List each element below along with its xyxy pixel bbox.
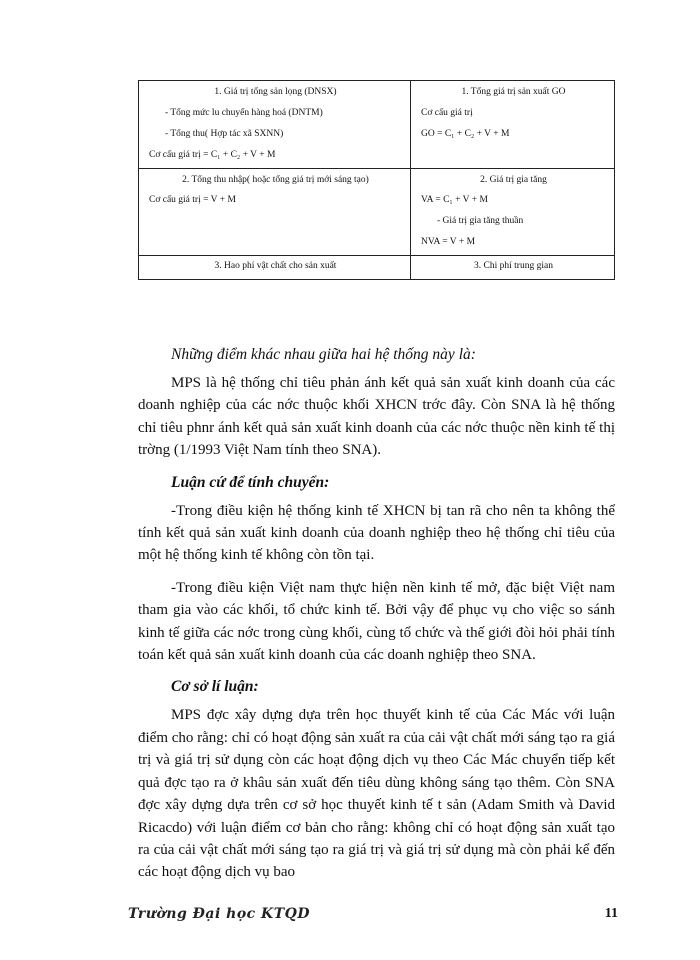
body-text — [138, 338, 615, 894]
paragraph: MPS là hệ thống chỉ tiêu phản ánh kết quả sản xuất kinh doanh của các doanh nghiệp của các nớc thuộc khối XHCN trớc đây. Còn SNA là hệ thống chỉ tiêu phnr ánh kết quả sản xuất kinh doanh của các nớc thuộc nền kinh tế thị trờng (1/1993 Việt Nam tính theo SNA). — [138, 375, 615, 459]
cell-subtitle: Cơ cấu giá trị — [421, 107, 473, 118]
university-logo: Trường Đại học KTQD — [128, 906, 310, 922]
table-cell-mps — [139, 81, 411, 169]
cell-formula: GO = C₁ + C₂ + V + M — [421, 128, 510, 139]
cell-title: 1. Tổng giá trị sản xuất GO — [461, 87, 566, 97]
paragraph: MPS đợc xây dựng dựa trên học thuyết kinh tế của Các Mác với luận điểm cho rằng: chỉ có hoạt động sản xuất ra của cải vật chất mới sáng tạo ra giá trị và giá trị sử dụng còn các hoạt động dịch vụ theo Các Mác chuyển tiếp kết quả đợc tạo ra ở khâu sản xuất đến tiêu dùng không sáng tạo thêm. Còn SNA đợc xây dựng dựa trên cơ sở học thuyết kinh tế t sản (Adam Smith và David Ricacdo) với luận điểm cơ bản cho rằng: không chỉ có hoạt động sản xuất tạo ra của cải vật chất mới sáng tạo ra giá trị và giá trị sử dụng mà còn phải kể đến các hoạt động dịch vụ bao — [138, 707, 615, 881]
cell-title: 2. Tổng thu nhập( hoặc tổng giá trị mới sáng tạo) — [182, 174, 369, 185]
cell-item: - Tổng thu( Hợp tác xã SXNN) — [165, 128, 284, 139]
table-cell-mps: 3. Hao phí vật chất cho sản xuất — [139, 256, 411, 280]
cell-item: - Tổng mức lu chuyển hàng hoá (DNTM) — [165, 107, 323, 118]
page-footer — [128, 906, 618, 930]
section-heading-differences: Những điểm khác nhau giữa hai hệ thống này là: — [171, 346, 476, 363]
table-row — [139, 81, 615, 169]
cell-formula: Cơ cấu giá trị = V + M — [149, 195, 236, 206]
cell-item: - Giá trị gia tăng thuần — [437, 216, 524, 227]
table-row — [139, 168, 615, 256]
paragraph: -Trong điều kiện hệ thống kinh tế XHCN bị tan rã cho nên ta không thể tính kết quả sản xuất kinh doanh của doanh nghiệp theo hệ thống chỉ tiêu của một hệ thống kinh tế không còn tồn tại. — [138, 502, 615, 564]
cell-title: 2. Giá trị gia tăng — [480, 174, 547, 185]
cell-formula: VA = C₁ + V + M — [421, 195, 488, 206]
table-cell-sna: 3. Chi phí trung gian — [411, 256, 615, 280]
page-number: 11 — [604, 906, 618, 921]
comparison-table — [138, 80, 615, 280]
section-heading-theory: Cơ sở lí luận: — [171, 678, 259, 696]
paragraph: -Trong điều kiện Việt nam thực hiện nền kinh tế mở, đặc biệt Việt nam tham gia vào các khối, tổ chức kinh tế. Bởi vậy để phục vụ cho việc so sánh kinh tế giữa các nớc trong cùng khối, cùng tổ chức và thế giới đòi hỏi phải tính toán kết quả sản xuất kinh doanh của các doanh nghiệp theo SNA. — [138, 579, 615, 664]
table-cell-sna — [411, 168, 615, 256]
table-row — [139, 256, 615, 280]
cell-formula: Cơ cấu giá trị = C₁ + C₂ + V + M — [149, 149, 276, 160]
table-cell-mps — [139, 168, 411, 256]
section-heading-rationale: Luận cứ để tính chuyển: — [171, 473, 330, 491]
table-cell-sna — [411, 81, 615, 169]
cell-formula: NVA = V + M — [421, 237, 476, 248]
cell-title: 1. Giá trị tổng sản lọng (DNSX) — [214, 87, 337, 97]
